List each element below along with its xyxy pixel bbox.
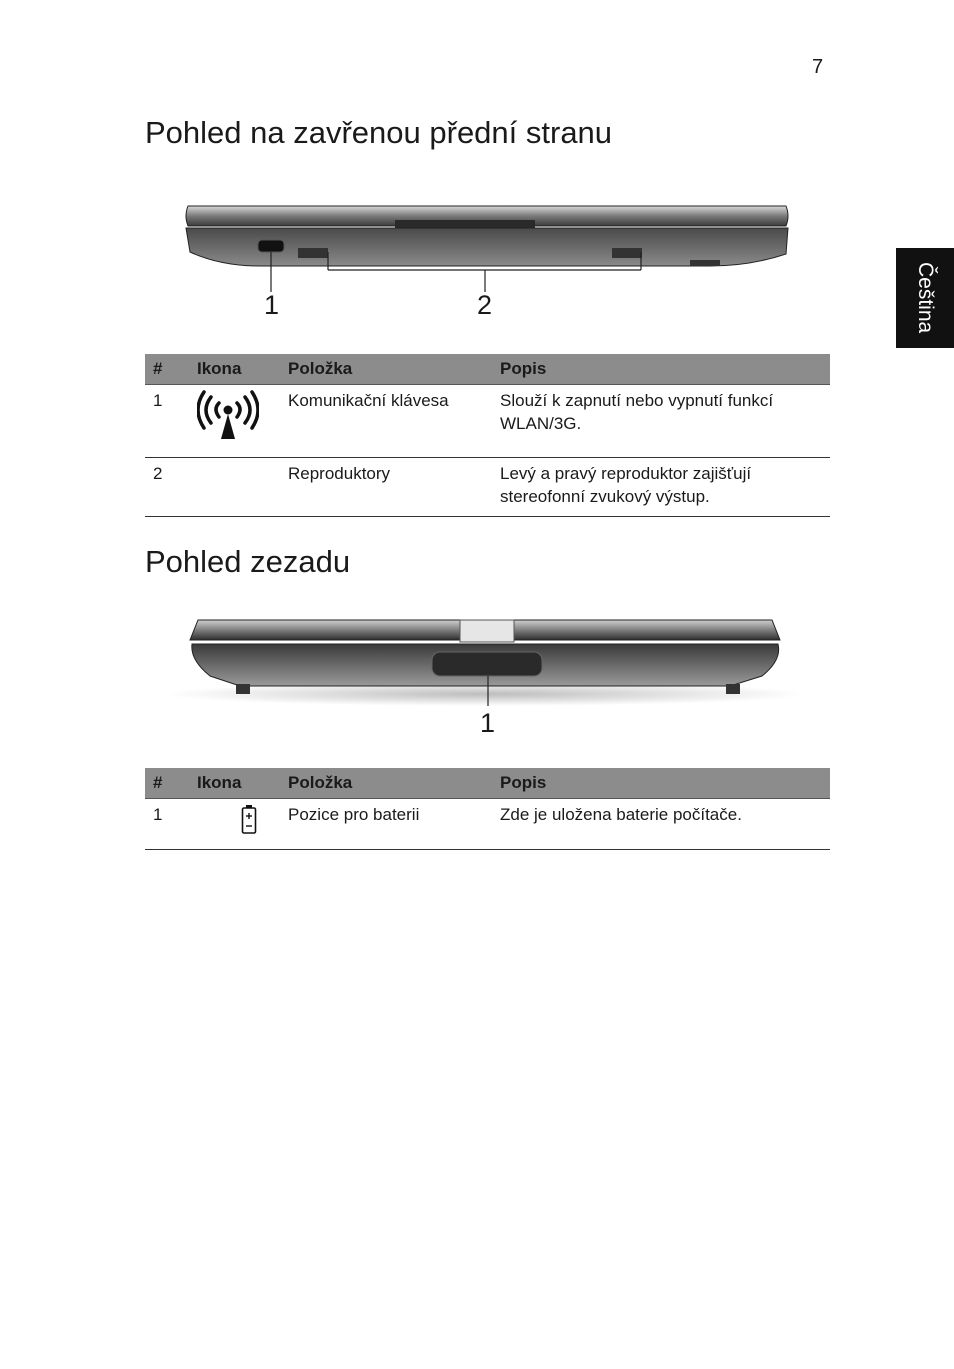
row-description: Levý a pravý reproduktor zajišťují stereofonní zvukový výstup. [492,458,830,517]
row-number: 1 [145,385,189,458]
laptop-rear-view-figure [150,610,820,740]
table-header-row [145,768,830,799]
header-item: Položka [280,354,492,385]
section-title-rear: Pohled zezadu [145,544,351,579]
front-view-table [145,354,830,517]
table-row [145,385,830,458]
language-tab-label: Čeština [914,262,937,334]
table-row [145,458,830,517]
table-header-row [145,354,830,385]
header-description: Popis [492,354,830,385]
battery-icon [241,803,257,835]
language-tab [896,248,954,348]
callout-1: 1 [480,708,496,738]
header-number: # [145,354,189,385]
row-item: Komunikační klávesa [280,385,492,458]
section-title-front: Pohled na zavřenou přední stranu [145,115,613,150]
rear-view-table [145,768,830,850]
row-number: 1 [145,799,189,850]
header-icon: Ikona [189,768,280,799]
header-item: Položka [280,768,492,799]
table-row [145,799,830,850]
row-number: 2 [145,458,189,517]
row-description: Zde je uložena baterie počítače. [492,799,830,850]
header-icon: Ikona [189,354,280,385]
callout-2: 2 [477,290,493,320]
row-icon-cell [189,799,280,850]
page-number: 7 [812,56,824,78]
row-item: Reproduktory [280,458,492,517]
row-icon-cell [189,385,280,458]
row-item: Pozice pro baterii [280,799,492,850]
header-description: Popis [492,768,830,799]
callout-1: 1 [264,290,280,320]
laptop-front-view-figure [150,196,820,326]
wireless-communication-icon [197,389,259,443]
row-description: Slouží k zapnutí nebo vypnutí funkcí WLAN/3G. [492,385,830,458]
row-icon-cell [189,458,280,517]
header-number: # [145,768,189,799]
